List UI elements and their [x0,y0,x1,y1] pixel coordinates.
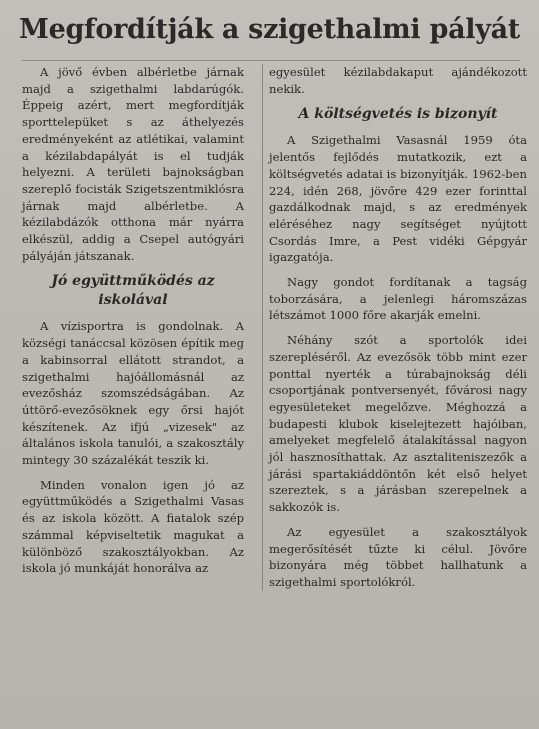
left-column [22,64,244,577]
subheading: Jó együttműködés az iskolával [51,273,215,309]
paragraph: A vízisportra is gondolnak. A községi tanáccsal közösen építik meg a kabinsorral ellátott strandot, a szigethalmi hajóállomásnál az evezősház szomszédságában. Az úttörő-evezősöknek egy őrsi hajót készítenek. Az ifjú „vizesek" az általános iskola tanulói, a szakosztály mintegy 30 százalékát teszik ki. [22,319,244,468]
headline-rule [22,60,520,61]
article-headline: Megfordítják a szigethalmi pályát [19,14,520,45]
paragraph: Minden vonalon igen jó az együttműködés a Szigethalmi Vasas és az iskola között. A fiatalok szép számmal képviseltetik magukat a különböző szakosztályokban. Az iskola jó munkáját honorálva az [22,477,244,576]
paragraph: Nagy gondot fordítanak a tagság toborzására, a jelenlegi háromszázas létszámot 1000 főre akarják emelni. [269,275,527,323]
subheading: A költségvetés is bizonyít [298,106,498,123]
paragraph: Az egyesület a szakosztályok megerősítését tűzte ki célul. Jövőre bizonyára még többet hallhatunk a szigethalmi sportolókról. [269,524,527,589]
paragraph: Néhány szót a sportolók idei szerepléséről. Az evezősök több mint ezer ponttal nyerték a túrabajnokság déli csoportjának pontversenyét, fővárosi nagy egyesületeket megelőzve. Méghozzá a budapesti klubok kiselejtezett hajóiban, amelyeket megfelelő átalakítással nagyon jól hasznosíthattak. Az asztaliteniszezők a járási spartakiáddöntőn két első helyet szereztek, s a járásban szerepelnek a sakkozók is. [269,333,527,515]
paragraph: egyesület kézilabdakaput ajándékozott nekik. [269,65,527,96]
paragraph: A jövő évben albérletbe járnak majd a szigethalmi labdarúgók. Éppeig azért, mert megfordítják sporttelepüket s az áthelyezés eredményeként az atlétikai, valamint a kézilabdapályát is el tudják helyezni. A területi bajnokságban szereplő focisták Szigetszentmiklósra járnak majd albérletbe. A kézilabdázók otthona már nyárra elkészül, addig a Csepel autógyári pályáján játszanak. [22,65,244,263]
paragraph: A Szigethalmi Vasasnál 1959 óta jelentős fejlődés mutatkozik, ezt a költségvetés adatai is bizonyítják. 1962-ben 224, idén 268, jövőre 429 ezer forinttal gazdálkodnak majd, s az eredmények eléréséhez nagy segítséget nyújtott Csordás Imre, a Pest vidéki Gépgyár igazgatója. [269,133,527,265]
right-column [262,64,527,591]
